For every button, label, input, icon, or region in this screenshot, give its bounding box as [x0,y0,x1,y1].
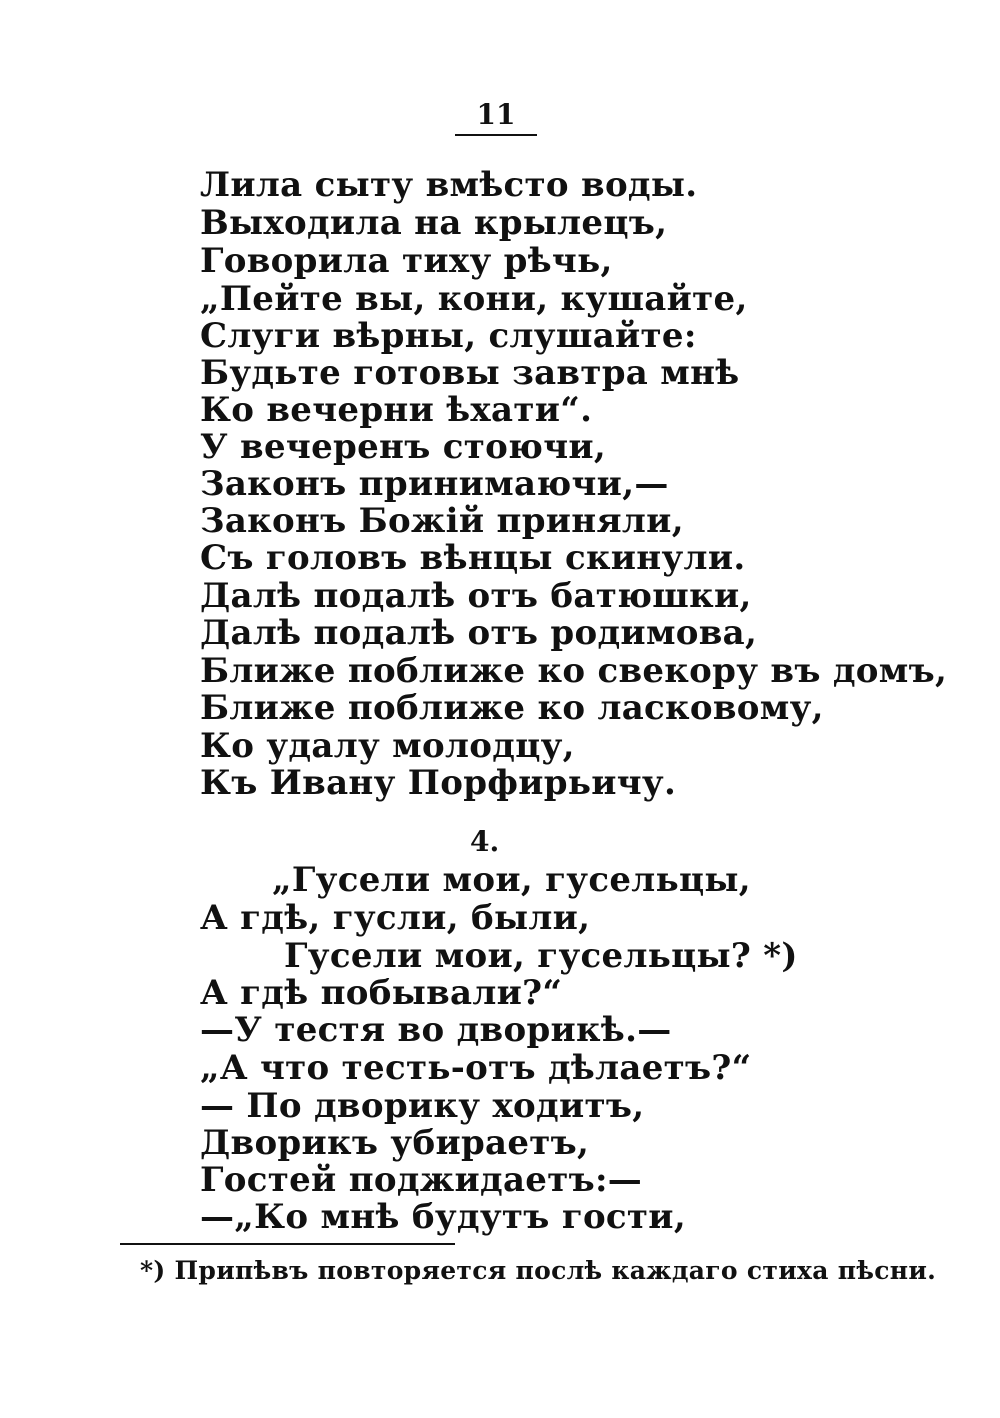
footnote-rule [120,1243,455,1245]
footnote: *) Припѣвъ повторяется послѣ каждаго стиха пѣсни. [140,1256,937,1285]
verse-line: —У тестя во дворикѣ.— [200,1010,672,1050]
section-number: 4. [470,825,500,858]
verse-line: Съ головъ вѣнцы скинули. [200,538,746,578]
verse-line: „Пейте вы, кони, кушайте, [200,279,748,319]
verse-line: А гдѣ, гусли, были, [200,898,591,938]
verse-line: Къ Ивану Порфирьичу. [200,763,677,803]
verse-line: Будьте готовы завтра мнѣ [200,353,740,393]
verse-line: Ко вечерни ѣхати“. [200,390,593,430]
verse-line: Ближе поближе ко ласковому, [200,688,824,728]
verse-line: „А что тесть-отъ дѣлаетъ?“ [200,1048,752,1088]
verse-line: Законъ Божій приняли, [200,501,684,541]
verse-line: —„Ко мнѣ будутъ гости, [200,1197,686,1237]
verse-line: Законъ принимаючи,— [200,464,669,504]
page-number: 11 [476,98,516,131]
verse-line: А гдѣ побывали?“ [200,973,563,1013]
verse-line: Дворикъ убираетъ, [200,1123,590,1163]
verse-line: Лила сыту вмѣсто воды. [200,165,698,205]
verse-line: Гостей поджидаетъ:— [200,1160,643,1200]
verse-line: Далѣ подалѣ отъ батюшки, [200,576,752,616]
verse-line: „Гусели мои, гусельцы, [272,860,751,900]
verse-line: Выходила на крылецъ, [200,203,668,243]
verse-line: Далѣ подалѣ отъ родимова, [200,613,758,653]
page-number-rule [455,134,537,136]
verse-line: — По дворику ходитъ, [200,1086,645,1126]
verse-line: Ближе поближе ко свекору въ домъ, [200,651,948,691]
verse-line: У вечеренъ стоючи, [200,427,607,467]
verse-line: Гусели мои, гусельцы? *) [284,936,798,976]
verse-line: Слуги вѣрны, слушайте: [200,316,697,356]
verse-line: Ко удалу молодцу, [200,726,575,766]
verse-line: Говорила тиху рѣчь, [200,241,613,281]
